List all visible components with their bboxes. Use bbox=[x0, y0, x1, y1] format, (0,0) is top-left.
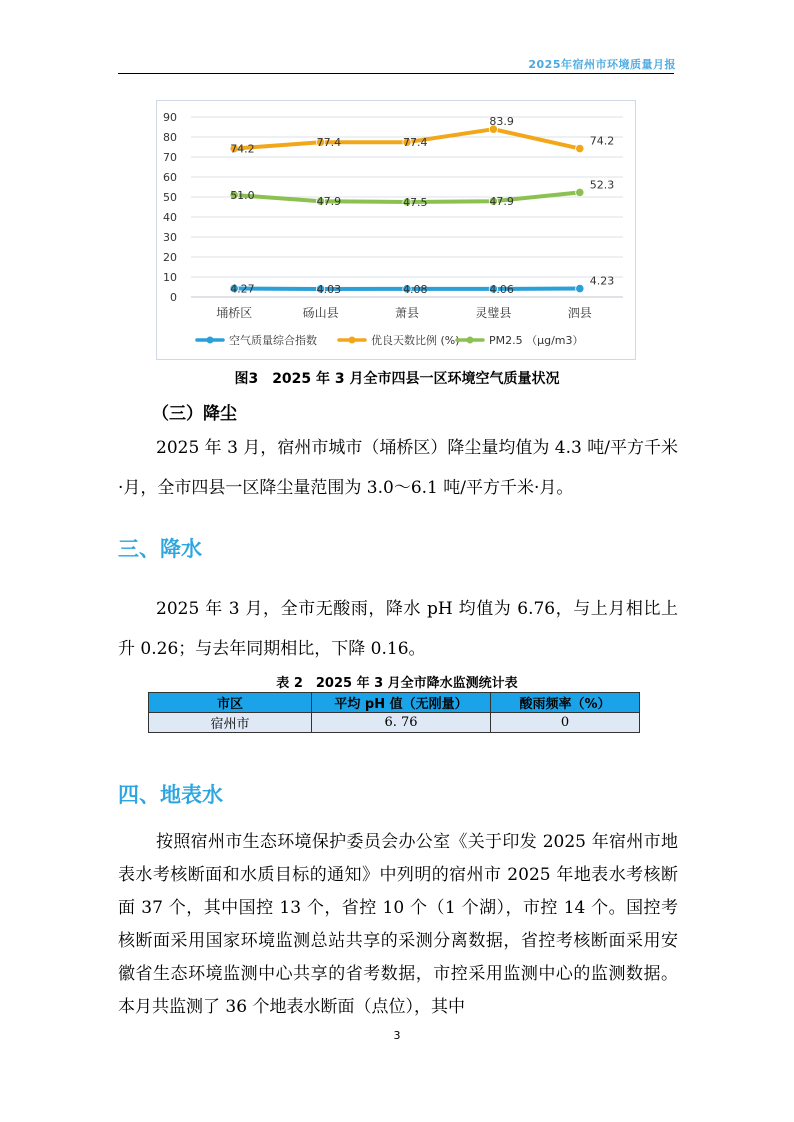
data-label: 47.9 bbox=[489, 195, 514, 209]
data-label: 47.9 bbox=[316, 195, 342, 209]
dust-paragraph: 2025 年 3 月，宿州市城市（埇桥区）降尘量均值为 4.3 吨/平方千米·月，全市四县一区降尘量范围为 3.0～6.1 吨/平方千米·月。 bbox=[118, 438, 678, 498]
table-cell: 0 bbox=[491, 713, 640, 733]
legend-marker bbox=[467, 337, 474, 344]
data-label: 83.9 bbox=[489, 115, 514, 129]
data-label: 74.2 bbox=[589, 134, 615, 148]
data-label: 4.27 bbox=[230, 282, 255, 296]
data-label: 4.03 bbox=[316, 282, 342, 296]
precipitation-heading: 三、降水 bbox=[118, 537, 202, 561]
running-header: 2025年宿州市环境质量月报 bbox=[528, 58, 676, 71]
table-header-cell: 平均 pH 值（无刚量） bbox=[312, 693, 491, 713]
legend-marker bbox=[349, 337, 356, 344]
table-row bbox=[149, 713, 640, 733]
precipitation-paragraph: 2025 年 3 月，全市无酸雨，降水 pH 均值为 6.76，与上月相比上升 0.26；与去年同期相比，下降 0.16。 bbox=[118, 599, 678, 659]
data-label: 4.06 bbox=[489, 282, 514, 296]
x-tick-label: 埇桥区 bbox=[216, 306, 253, 320]
y-tick-label: 0 bbox=[170, 291, 177, 304]
dust-heading: （三）降尘 bbox=[152, 404, 237, 424]
data-label: 77.4 bbox=[316, 136, 342, 150]
data-point bbox=[576, 284, 584, 292]
x-tick-label: 泗县 bbox=[567, 306, 592, 320]
legend-label: 优良天数比例 (%) bbox=[371, 334, 460, 347]
y-tick-label: 20 bbox=[163, 251, 177, 264]
data-label: 4.08 bbox=[403, 282, 428, 296]
x-tick-label: 灵璧县 bbox=[475, 306, 512, 320]
precipitation-table bbox=[148, 692, 640, 733]
data-label: 47.5 bbox=[403, 196, 428, 209]
data-label: 77.4 bbox=[403, 136, 428, 150]
table-header-cell: 酸雨频率（%） bbox=[491, 693, 640, 713]
data-label: 74.2 bbox=[230, 142, 255, 156]
data-label: 52.3 bbox=[589, 178, 615, 192]
surface-water-paragraph: 按照宿州市生态环境保护委员会办公室《关于印发 2025 年宿州市地表水考核断面和水质目标的通知》中列明的宿州市 2025 年地表水考核断面 37 个，其中国控 13 个，省控 10 个（1 个湖），市控 14 个。国控考核断面采用国家环境监测总站共享的采测分离数据，省控考核断面采用安徽省生态环境监测中心共享的省考数据，市控采用监测中心的监测数据。本月共监测了 36 个地表水断面（点位），其中 bbox=[118, 832, 678, 1017]
legend-label: PM2.5 （μg/m3） bbox=[489, 334, 584, 347]
figure-caption: 图3 2025 年 3 月全市四县一区环境空气质量状况 bbox=[234, 371, 560, 387]
table-header-row bbox=[149, 693, 640, 713]
table-cell: 宿州市 bbox=[149, 713, 312, 733]
y-tick-label: 30 bbox=[163, 231, 177, 244]
header-rule bbox=[118, 73, 674, 74]
surface-water-heading: 四、地表水 bbox=[118, 783, 223, 807]
x-tick-label: 砀山县 bbox=[302, 306, 339, 320]
data-label: 51.0 bbox=[230, 189, 255, 202]
x-tick-label: 萧县 bbox=[394, 306, 420, 320]
legend-marker bbox=[207, 337, 214, 344]
air-quality-chart bbox=[156, 100, 636, 360]
table-caption: 表 2 2025 年 3 月全市降水监测统计表 bbox=[276, 676, 518, 691]
table-cell: 6. 76 bbox=[312, 713, 491, 733]
y-tick-label: 70 bbox=[163, 151, 177, 164]
page-number: 3 bbox=[393, 1029, 401, 1042]
y-tick-label: 50 bbox=[163, 191, 177, 204]
y-tick-label: 40 bbox=[163, 211, 177, 224]
data-point bbox=[576, 144, 584, 152]
data-point bbox=[576, 188, 584, 196]
chart-svg bbox=[157, 101, 635, 359]
table-header-cell: 市区 bbox=[149, 693, 312, 713]
y-tick-label: 90 bbox=[163, 111, 177, 124]
y-tick-label: 60 bbox=[163, 171, 177, 184]
legend-label: 空气质量综合指数 bbox=[229, 334, 317, 347]
data-label: 4.23 bbox=[589, 274, 615, 288]
y-tick-label: 80 bbox=[163, 131, 177, 144]
y-tick-label: 10 bbox=[163, 271, 177, 284]
